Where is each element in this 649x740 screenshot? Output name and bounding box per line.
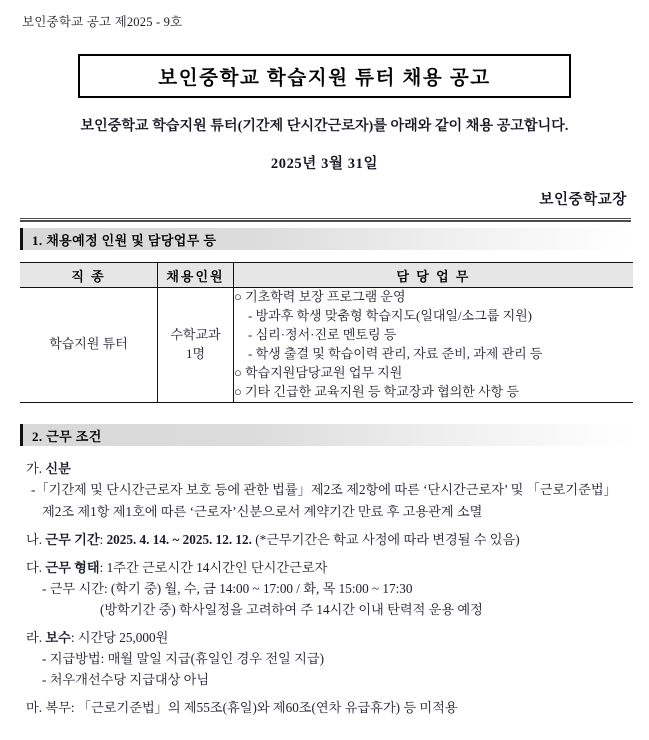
item-term: 근무 기간 [45,532,100,548]
headcount-number: 1명 [185,345,206,361]
item-marker: 다. [26,559,46,575]
condition-items [0,458,649,718]
condition-sub-item: - 근무 시간: (학기 중) 월, 수, 금 14:00 ~ 17:00 / 화, 목 15:00 ~ 17:30 [42,580,413,596]
item-value: 「근로기준법」의 제55조(휴일)와 제60조(연차 유급휴가) 등 미적용 [77,699,458,715]
double-rule-divider [20,218,631,222]
condition-sub-item: - 처우개선수당 지급대상 아님 [42,672,210,688]
section-heading-1 [20,228,631,250]
condition-item [0,557,649,578]
work-conditions-list [0,452,649,718]
document-number: 보인중학교 공고 제2025 - 9호 [22,15,183,29]
cell-duties [234,288,634,403]
condition-item [0,697,649,718]
header-headcount: 채용인원 [158,263,234,288]
table-header-row [20,263,633,288]
section-heading-1-label: 1. 채용예정 인원 및 담당업무 등 [32,232,217,248]
item-marker: 가. [26,461,46,476]
item-value: 1주간 근로시간 14시간인 단시간근로자 [106,559,328,575]
section-heading-2-label: 2. 근무 조건 [32,428,102,444]
duty-table-body [20,288,633,403]
condition-item [0,529,649,550]
condition-sub-item: - 지급방법: 매월 말일 지급(휴일인 경우 전일 지급) [42,651,324,667]
announcement-date: 2025년 3월 31일 [270,156,379,172]
item-term: 신분 [45,461,71,476]
duty-item: - 심리·정서·진로 멘토링 등 [248,326,397,342]
duty-table [20,262,633,403]
duty-item: ○ 학습지원담당교원 업무 지원 [234,364,403,380]
header-duties: 담 당 업 무 [234,263,634,288]
table-row [20,288,633,403]
header-job-type: 직 종 [20,263,158,288]
headcount-subject: 수학교과 [170,327,221,343]
duty-item: - 방과후 학생 맞춤형 학습지도(일대일/소그룹 지원) [248,307,533,323]
item-term: 보수 [45,629,71,645]
item-term-suffix: : [99,559,107,575]
duty-table-header [20,263,633,288]
item-term-suffix: : [70,629,78,645]
item-term-suffix: : [99,532,107,548]
page-title: 보인중학교 학습지원 튜터 채용 공고 [158,68,491,89]
item-marker: 나. [26,532,46,548]
item-term: 복무 [45,699,71,715]
item-marker: 라. [26,629,46,645]
duty-item: ○ 기초학력 보장 프로그램 운영 [234,289,406,304]
duty-item: - 학생 출결 및 학습이력 관리, 자료 준비, 과제 관리 등 [248,345,543,361]
condition-sub-item: (방학기간 중) 학사일정을 고려하여 주 14시간 이내 탄력적 운용 예정 [100,602,483,618]
cell-headcount [158,288,234,403]
item-value: 시간당 25,000원 [77,629,169,645]
condition-item [0,458,649,479]
item-marker: 마. [26,699,46,715]
condition-sub-item: -「기간제 및 단시간근로자 보호 등에 관한 법률」제2조 제2항에 따른 ‘단시간근로자’ 및 「근로기준법」 제2조 제1항 제1호에 따른 ‘근로자’신분으로서 계약기간 만료 후 고용관계 소멸 [31,482,617,520]
lead-paragraph: 보인중학교 학습지원 튜터(기간제 단시간근로자)를 아래와 같이 채용 공고합니다. [80,119,569,134]
section-heading-2 [20,424,631,446]
item-value-note: (*근무기간은 학교 사정에 따라 변경될 수 있음) [255,532,520,548]
item-value-emphasis: 2025. 4. 14. ~ 2025. 12. 12. [106,532,256,548]
cell-job-type: 학습지원 튜터 [20,288,158,403]
issuer-signature: 보인중학교장 [539,192,627,208]
title-box [78,54,571,98]
duty-item: ○ 기타 긴급한 교육지원 등 학교장과 협의한 사항 등 [234,383,520,399]
item-term-suffix: : [70,699,78,715]
item-term: 근무 형태 [45,559,100,575]
condition-item [0,627,649,648]
duty-list [234,288,633,402]
